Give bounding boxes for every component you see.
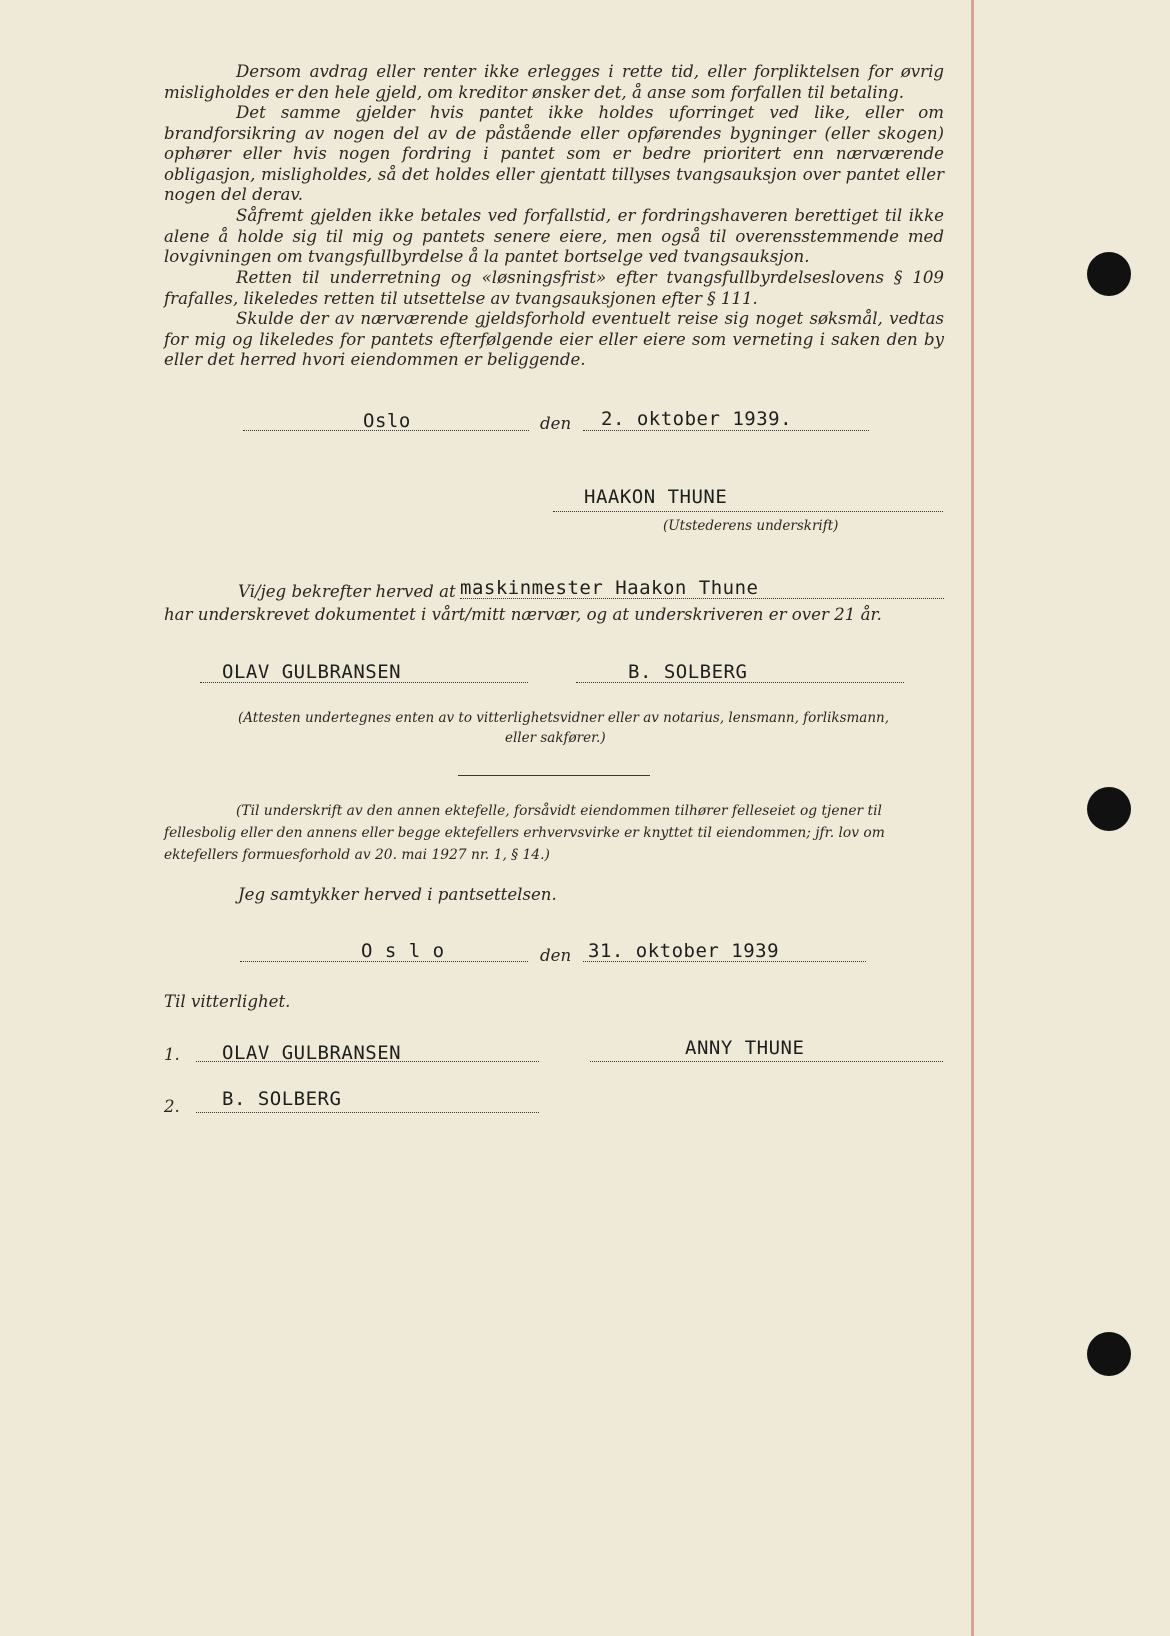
confirmation-dotline — [460, 598, 944, 599]
issue-place: Oslo — [363, 410, 411, 432]
confirmation-witness2: B. SOLBERG — [628, 661, 748, 683]
consent-den-label: den — [540, 946, 572, 965]
punch-hole-bottom — [1087, 1332, 1131, 1376]
consent-witness1-dotline — [196, 1061, 539, 1062]
red-margin-line — [971, 0, 974, 1636]
signature-caption: (Utstederens underskrift) — [663, 518, 839, 534]
consent-witness1: OLAV GULBRANSEN — [222, 1042, 402, 1064]
paragraph-notice: Retten til underretning og «løsningsfrist» efter tvangsfullbyrdelseslovens § 109 frafalles, likeledes retten til utsettelse av tvangsauksjonen efter § 111. — [164, 268, 944, 308]
attest-caption-1: (Attesten undertegnes enten av to vitterlighetsvidner eller av notarius, lensmann, forliksmann, — [238, 710, 890, 726]
issue-den-label: den — [540, 414, 572, 433]
consent-text: Jeg samtykker herved i pantsettelsen. — [238, 885, 557, 904]
confirmation-prefix: Vi/jeg bekrefter herved at — [238, 582, 456, 601]
confirmation-line2: har underskrevet dokumentet i vårt/mitt nærvær, og at underskriveren er over 21 år. — [164, 605, 882, 624]
consent-witness2-dotline — [196, 1112, 539, 1113]
issuer-signature: HAAKON THUNE — [584, 486, 728, 508]
paragraph-due: Såfremt gjelden ikke betales ved forfallstid, er fordringshaveren berettiget til ikke alene å holde sig til mig og pantets senere eiere, men også til overensstemmende med lovgivningen om tvangsfullbyrdelse å la pantet bortselge ved tvangsauksjon. — [164, 206, 944, 267]
attest-caption-2: eller sakfører.) — [505, 730, 606, 746]
paragraph-venue: Skulde der av nærværende gjeldsforhold eventuelt reise sig noget søksmål, vedtas for mig og likeledes for pantets efterfølgende eier eller eiere som verneting i saken den by eller det herred hvori eiendommen er beliggende. — [164, 309, 944, 370]
consent-place: O s l o — [361, 940, 445, 962]
spouse-signature: ANNY THUNE — [685, 1037, 805, 1059]
paragraph-collateral: Det samme gjelder hvis pantet ikke holdes uforringet ved like, eller om brandforsikring av nogen del av de påstående eller opførendes bygninger (eller skogen) ophører eller hvis nogen fordring i pantet som er bedre prioritert enn nærværende obligasjon, misligholdes, så det holdes eller gjentatt tillyses tvangsauksjon over pantet eller nogen del derav. — [164, 103, 944, 205]
witness1-dotline — [200, 682, 528, 683]
witness1-number: 1. — [164, 1045, 180, 1064]
signature-dotline — [553, 511, 943, 512]
confirmation-witness1: OLAV GULBRANSEN — [222, 661, 402, 683]
spouse-note: (Til underskrift av den annen ektefelle, forsåvidt eiendommen tilhører felleseiet og tjener til fellesbolig eller den annens eller begge ektefellers erhvervsvirke er knyttet til eiendommen; jfr. lov om ektefellers formuesforhold av 20. mai 1927 nr. 1, § 14.) — [164, 803, 885, 863]
paragraph-default: Dersom avdrag eller renter ikke erlegges i rette tid, eller forpliktelsen for øvrig misligholdes er den hele gjeld, om kreditor ønsker det, å anse som forfallen til betaling. — [164, 62, 944, 102]
witness2-number: 2. — [164, 1097, 180, 1116]
consent-witness2: B. SOLBERG — [222, 1088, 342, 1110]
witness-heading: Til vitterlighet. — [164, 992, 291, 1011]
issue-date: 2. oktober 1939. — [601, 408, 793, 430]
confirmation-person: maskinmester Haakon Thune — [460, 577, 759, 599]
date-dotline — [583, 430, 869, 431]
punch-hole-middle — [1087, 787, 1131, 831]
punch-hole-top — [1087, 252, 1131, 296]
witness2-dotline — [576, 682, 904, 683]
section-divider — [458, 775, 650, 776]
consent-date: 31. oktober 1939 — [588, 940, 780, 962]
spouse-signature-dotline — [590, 1061, 943, 1062]
